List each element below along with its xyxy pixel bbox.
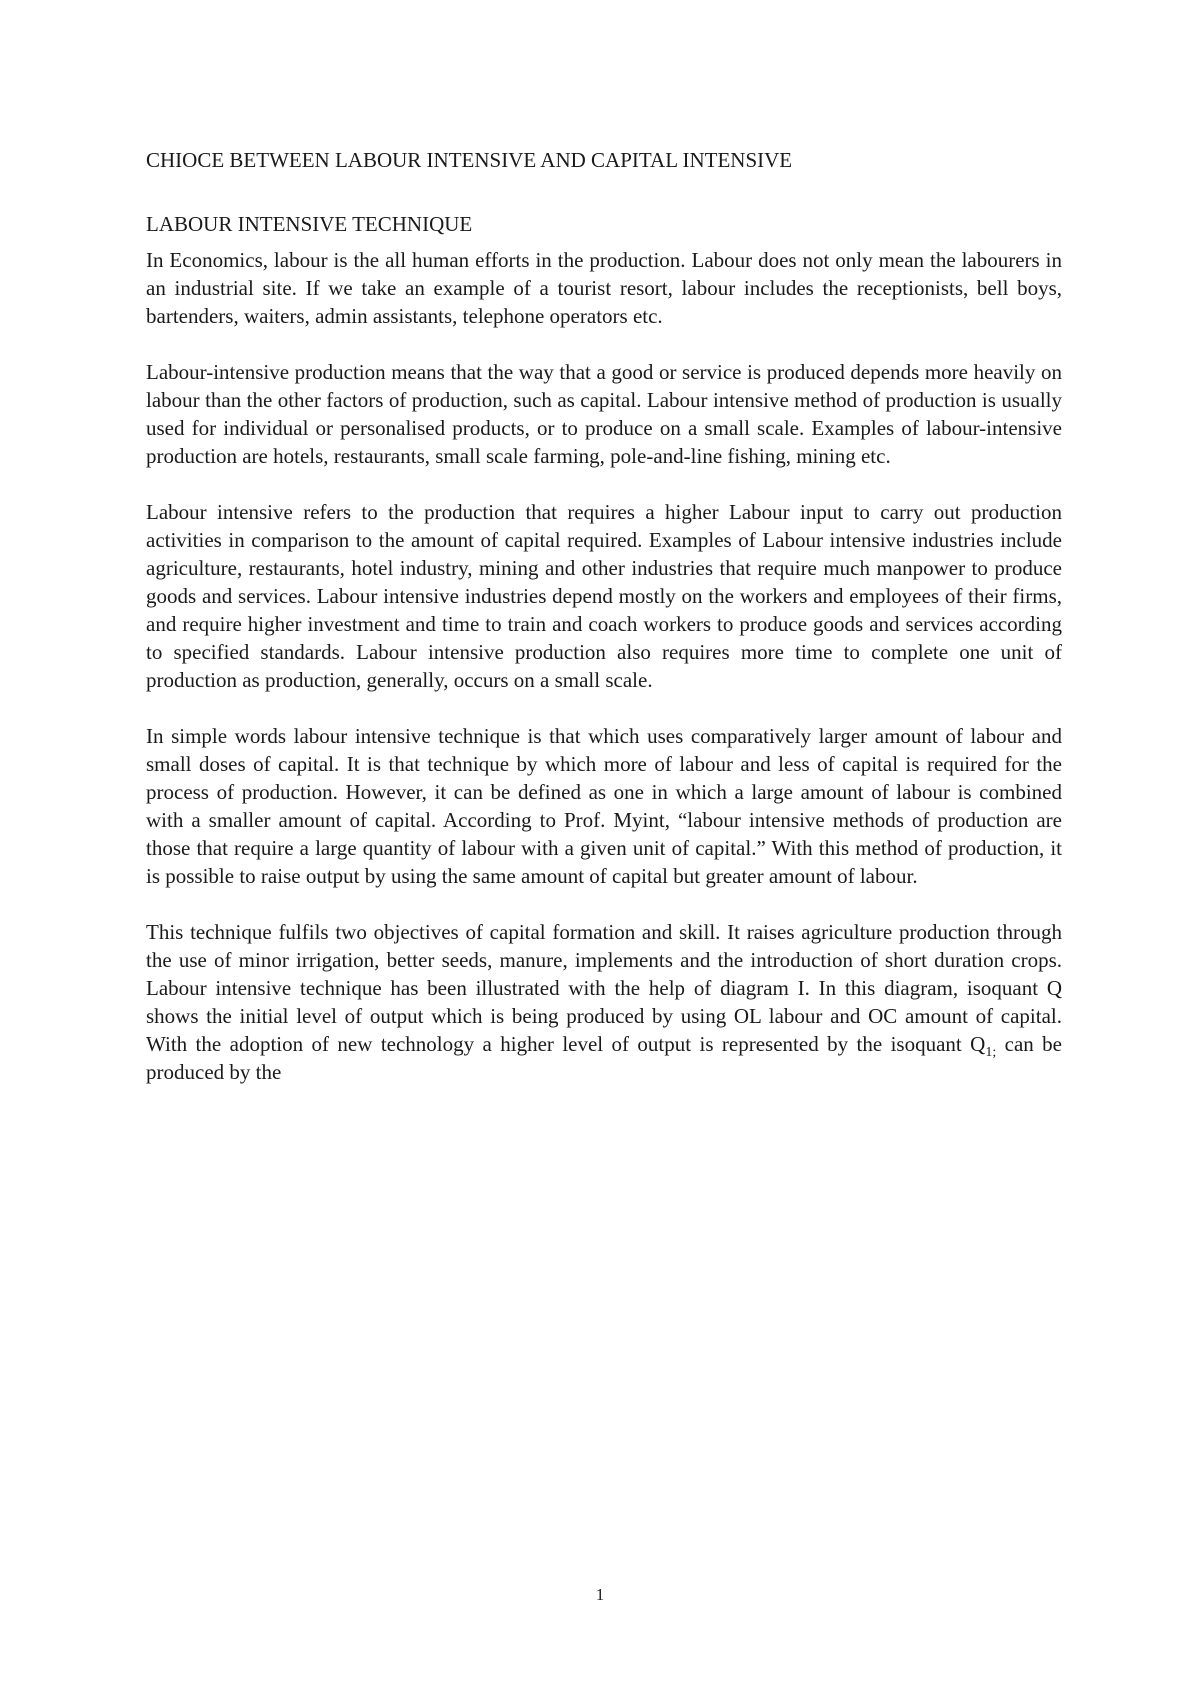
paragraph-2: Labour-intensive production means that the way that a good or service is produced depends more heavily on labour than the other factors of production, such as capital. Labour intensive method of production is usually used for individual or personalised products, or to produce on a small scale. Examples of labour-intensive production are hotels, restaurants, small scale farming, pole-and-line fishing, mining etc. [146, 360, 1062, 468]
paragraph-1: In Economics, labour is the all human efforts in the production. Labour does not only mean the labourers in an industrial site. If we take an example of a tourist resort, labour includes the receptionists, bell boys, bartenders, waiters, admin assistants, telephone operators etc. [146, 248, 1062, 328]
page-number: 1 [595, 1585, 605, 1604]
paragraph-5-tail: can be produced by the [146, 1032, 1062, 1084]
isoquant-subscript: 1; [985, 1045, 997, 1061]
document-body [146, 146, 1062, 1114]
section-heading: LABOUR INTENSIVE TECHNIQUE [146, 212, 473, 236]
paragraph-5-text: This technique fulfils two objectives of capital formation and skill. It raises agriculture production through the use of minor irrigation, better seeds, manure, implements and the introduction of short duration crops. Labour intensive technique has been illustrated with the help of diagram I. In this diagram, isoquant Q shows the initial level of output which is being produced by using OL labour and OC amount of capital. With the adoption of new technology a higher level of output is represented by the isoquant Q [146, 920, 1062, 1056]
paragraph-4: In simple words labour intensive technique is that which uses comparatively larger amount of labour and small doses of capital. It is that technique by which more of labour and less of capital is required for the process of production. However, it can be defined as one in which a large amount of labour is combined with a smaller amount of capital. According to Prof. Myint, “labour intensive methods of production are those that require a large quantity of labour with a given unit of capital.” With this method of production, it is possible to raise output by using the same amount of capital but greater amount of labour. [146, 724, 1062, 888]
document-title: CHIOCE BETWEEN LABOUR INTENSIVE AND CAPITAL INTENSIVE [146, 148, 793, 172]
paragraph-5 [146, 918, 1062, 1086]
paragraph-3: Labour intensive refers to the production that requires a higher Labour input to carry out production activities in comparison to the amount of capital required. Examples of Labour intensive industries include agriculture, restaurants, hotel industry, mining and other industries that require much manpower to produce goods and services. Labour intensive industries depend mostly on the workers and employees of their firms, and require higher investment and time to train and coach workers to produce goods and services according to specified standards. Labour intensive production also requires more time to complete one unit of production as production, generally, occurs on a small scale. [146, 500, 1062, 692]
